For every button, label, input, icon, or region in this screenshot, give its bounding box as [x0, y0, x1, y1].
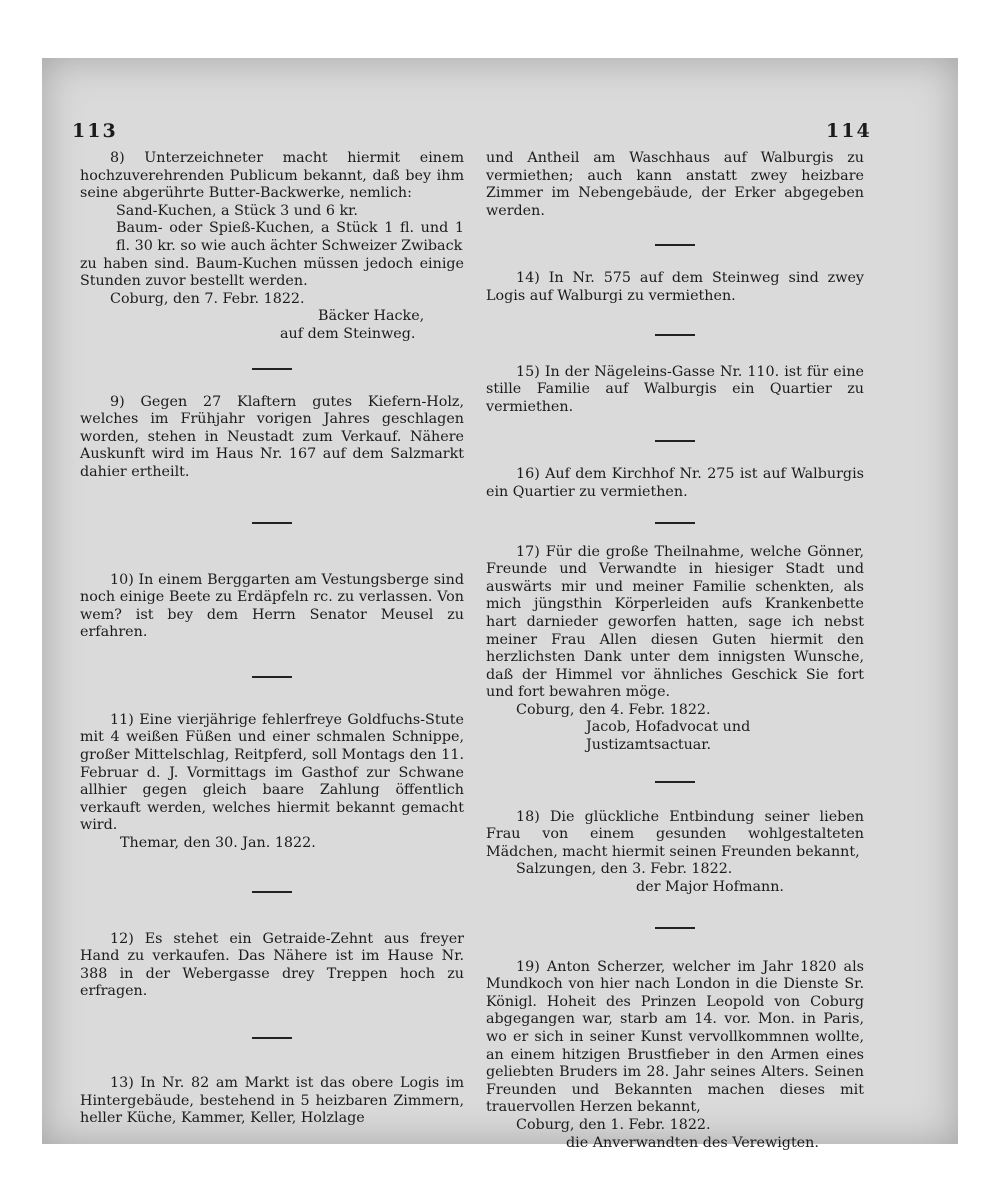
separator-rule: [252, 891, 292, 893]
advertisement-10: [80, 572, 464, 642]
separator-rule: [655, 244, 695, 246]
separator-rule: [252, 368, 292, 370]
advertisement-12: [80, 931, 464, 1001]
place-date: Coburg, den 7. Febr. 1822.: [110, 290, 305, 307]
ad-body: 9) Gegen 27 Klaftern gutes Kiefern-Holz, welches im Frühjahr vorigen Jahres geschlagen worden, stehen in Neustadt zum Verkauf. Nähere Auskunft wird im Haus Nr. 167 auf dem Salzmarkt dahier ertheilt.: [80, 393, 464, 480]
page-number-left: 113: [72, 120, 118, 142]
ad-body: 10) In einem Berggarten am Vestungsberge sind noch einige Beete zu Erdäpfeln rc. zu verlassen. Von wem? ist bey dem Herrn Senator Meusel zu erfahren.: [80, 571, 464, 641]
ad-body: 12) Es stehet ein Getraide-Zehnt aus freyer Hand zu verkaufen. Das Nähere ist im Hause Nr. 388 in der Webergasse drey Treppen hoch zu erfragen.: [80, 930, 464, 1000]
ad-body: 14) In Nr. 575 auf dem Steinweg sind zwey Logis auf Walburgi zu vermiethen.: [486, 270, 864, 304]
advertisement-18: [486, 809, 864, 897]
ad-body: 18) Die glückliche Entbindung seiner lieben Frau von einem gesunden wohlgestalteten Mädchen, macht hiermit seinen Freunden bekannt,: [486, 808, 864, 860]
ad-continuation: zu haben sind. Baum-Kuchen müssen jedoch einige Stunden zuvor bestellt werden.: [80, 255, 464, 290]
page-number-right: 114: [826, 120, 872, 142]
signer: Bäcker Hacke,: [318, 308, 425, 325]
advertisement-19: [486, 959, 864, 1153]
advertisement-17: [486, 544, 864, 755]
advertisement-16: [486, 466, 864, 501]
place-date: Coburg, den 4. Febr. 1822.: [516, 701, 711, 718]
ad-body: und Antheil am Waschhaus auf Walburgis zu vermiethen; auch kann anstatt zwey heizbare Zimmer im Nebengebäude, der Erker abgegeben werden.: [486, 150, 864, 219]
ad-body: 17) Für die große Theilnahme, welche Gönner, Freunde und Verwandte in hiesiger Stadt und auswärts mir und meiner Familie schenkten, als mich jüngsthin Körperleiden aufs Krankenbette hart darnieder geworfen hatten, sage ich nebst meiner Frau Allen diesen Guten hiermit den herzlichsten Dank unter dem innigsten Wunsche, daß der Himmel vor ähnliches Geschick Sie fort und fort bewahren möge.: [486, 543, 864, 701]
left-column: [80, 150, 464, 1128]
ad-body: 15) In der Nägeleins-Gasse Nr. 110. ist für eine stille Familie auf Walburgis ein Quartier zu vermiethen.: [486, 363, 864, 415]
ad-item: Sand-Kuchen, a Stück 3 und 6 kr.: [116, 202, 358, 219]
advertisement-15: [486, 364, 864, 417]
right-column: [486, 150, 864, 1152]
advertisement-8: [80, 150, 464, 344]
separator-rule: [252, 522, 292, 524]
advertisement-13-continued: [486, 150, 864, 220]
signer: der Major Hofmann.: [636, 879, 784, 896]
separator-rule: [252, 676, 292, 678]
advertisement-9: [80, 394, 464, 482]
ad-body: 8) Unterzeichneter macht hiermit einem hochzuverehrenden Publicum bekannt, daß bey ihm seine abgerührte Butter-Backwerke, nemlich:: [80, 150, 464, 202]
signer: Jacob, Hofadvocat und Justizamtsactuar.: [586, 719, 751, 754]
ad-body: 16) Auf dem Kirchhof Nr. 275 ist auf Walburgis ein Quartier zu vermiethen.: [486, 466, 864, 500]
advertisement-13: [80, 1075, 464, 1128]
advertisement-11: [80, 712, 464, 853]
ad-item: Baum- oder Spieß-Kuchen, a Stück 1 fl. und 1 fl. 30 kr. so wie auch ächter Schweizer Zwiback: [116, 220, 464, 254]
ad-body: 19) Anton Scherzer, welcher im Jahr 1820 als Mundkoch von hier nach London in die Dienste Sr. Königl. Hoheit des Prinzen Leopold von Coburg abgegangen war, starb am 14. vor. Mon. in Paris, wo er sich in seiner Kunst vervollkommnen wollte, an einem hitzigen Brustfieber in den Armen eines geliebten Bruders im 28. Jahr seines Alters. Seinen Freunden und Bekannten machen dieses mit trauervollen Herzen bekannt,: [486, 958, 864, 1116]
separator-rule: [655, 440, 695, 442]
separator-rule: [252, 1037, 292, 1039]
separator-rule: [655, 781, 695, 783]
separator-rule: [655, 334, 695, 336]
signer-address: auf dem Steinweg.: [280, 325, 416, 342]
ad-body: 11) Eine vierjährige fehlerfreye Goldfuchs-Stute mit 4 weißen Füßen und einer schmalen Schnippe, großer Mittelschlag, Reitpferd, soll Montags den 11. Februar d. J. Vormittags im Gasthof zur Schwane allhier gegen gleich baare Zahlung öffentlich verkauft werden, welches hiermit bekannt gemacht wird.: [80, 711, 464, 834]
place-date: Coburg, den 1. Febr. 1822.: [516, 1116, 711, 1133]
advertisement-14: [486, 270, 864, 305]
separator-rule: [655, 927, 695, 929]
place-date: Salzungen, den 3. Febr. 1822.: [516, 861, 733, 878]
place-date: Themar, den 30. Jan. 1822.: [120, 835, 316, 852]
separator-rule: [655, 522, 695, 524]
ad-body: 13) In Nr. 82 am Markt ist das obere Logis im Hintergebäude, bestehend in 5 heizbaren Zimmern, heller Küche, Kammer, Keller, Holzlage: [80, 1075, 464, 1127]
signer: die Anverwandten des Verewigten.: [566, 1134, 819, 1151]
